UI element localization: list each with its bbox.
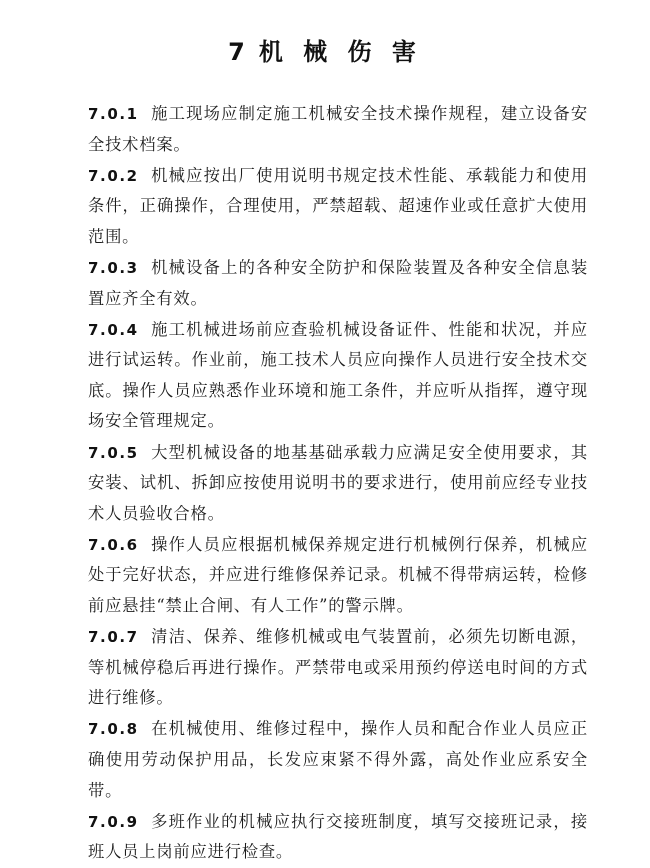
clause-number: 7.0.8 xyxy=(88,720,139,739)
clause-text: 大型机械设备的地基基础承载力应满足安全使用要求，其安装、试机、拆卸应按使用说明书的要求进行，使用前应经专业技术人员验收合格。 xyxy=(88,442,588,523)
clause-text: 多班作业的机械应执行交接班制度，填写交接班记录，接班人员上岗前应进行检查。 xyxy=(88,811,588,862)
chapter-title xyxy=(0,32,650,67)
clause-7-0-6 xyxy=(88,530,588,622)
clause-7-0-4 xyxy=(88,315,588,437)
chapter-number: 7 xyxy=(228,38,245,66)
clause-number: 7.0.4 xyxy=(88,320,139,339)
clause-number: 7.0.9 xyxy=(88,812,139,831)
clause-list xyxy=(88,99,588,868)
clause-7-0-1 xyxy=(88,99,588,160)
clause-text: 操作人员应根据机械保养规定进行机械例行保养，机械应处于完好状态，并应进行维修保养记录。机械不得带病运转，检修前应悬挂“禁止合闸、有人工作”的警示牌。 xyxy=(88,534,588,615)
clause-text: 在机械使用、维修过程中，操作人员和配合作业人员应正确使用劳动保护用品，长发应束紧不得外露，高处作业应系安全带。 xyxy=(88,719,588,800)
clause-number: 7.0.6 xyxy=(88,535,139,554)
clause-number: 7.0.3 xyxy=(88,258,139,277)
clause-7-0-8 xyxy=(88,714,588,806)
clause-7-0-7 xyxy=(88,622,588,714)
clause-text: 机械应按出厂使用说明书规定技术性能、承载能力和使用条件，正确操作，合理使用，严禁超载、超速作业或任意扩大使用范围。 xyxy=(88,165,588,246)
clause-7-0-3 xyxy=(88,253,588,314)
clause-text: 施工现场应制定施工机械安全技术操作规程，建立设备安全技术档案。 xyxy=(88,104,588,154)
clause-7-0-2 xyxy=(88,161,588,253)
clause-number: 7.0.7 xyxy=(88,628,139,647)
clause-text: 机械设备上的各种安全防护和保险装置及各种安全信息装置应齐全有效。 xyxy=(88,257,588,308)
clause-text: 施工机械进场前应查验机械设备证件、性能和状况，并应进行试运转。作业前，施工技术人员应向操作人员进行安全技术交底。操作人员应熟悉作业环境和施工条件，并应听从指挥，遵守现场安全管理规定。 xyxy=(88,319,588,431)
clause-7-0-5 xyxy=(88,438,588,530)
clause-number: 7.0.1 xyxy=(88,105,139,123)
chapter-title-text: 机 械 伤 害 xyxy=(258,38,422,66)
clause-text: 清洁、保养、维修机械或电气装置前，必须先切断电源，等机械停稳后再进行操作。严禁带电或采用预约停送电时间的方式进行维修。 xyxy=(88,627,588,708)
clause-number: 7.0.5 xyxy=(88,443,139,462)
clause-7-0-9 xyxy=(88,807,588,868)
clause-number: 7.0.2 xyxy=(88,166,139,185)
